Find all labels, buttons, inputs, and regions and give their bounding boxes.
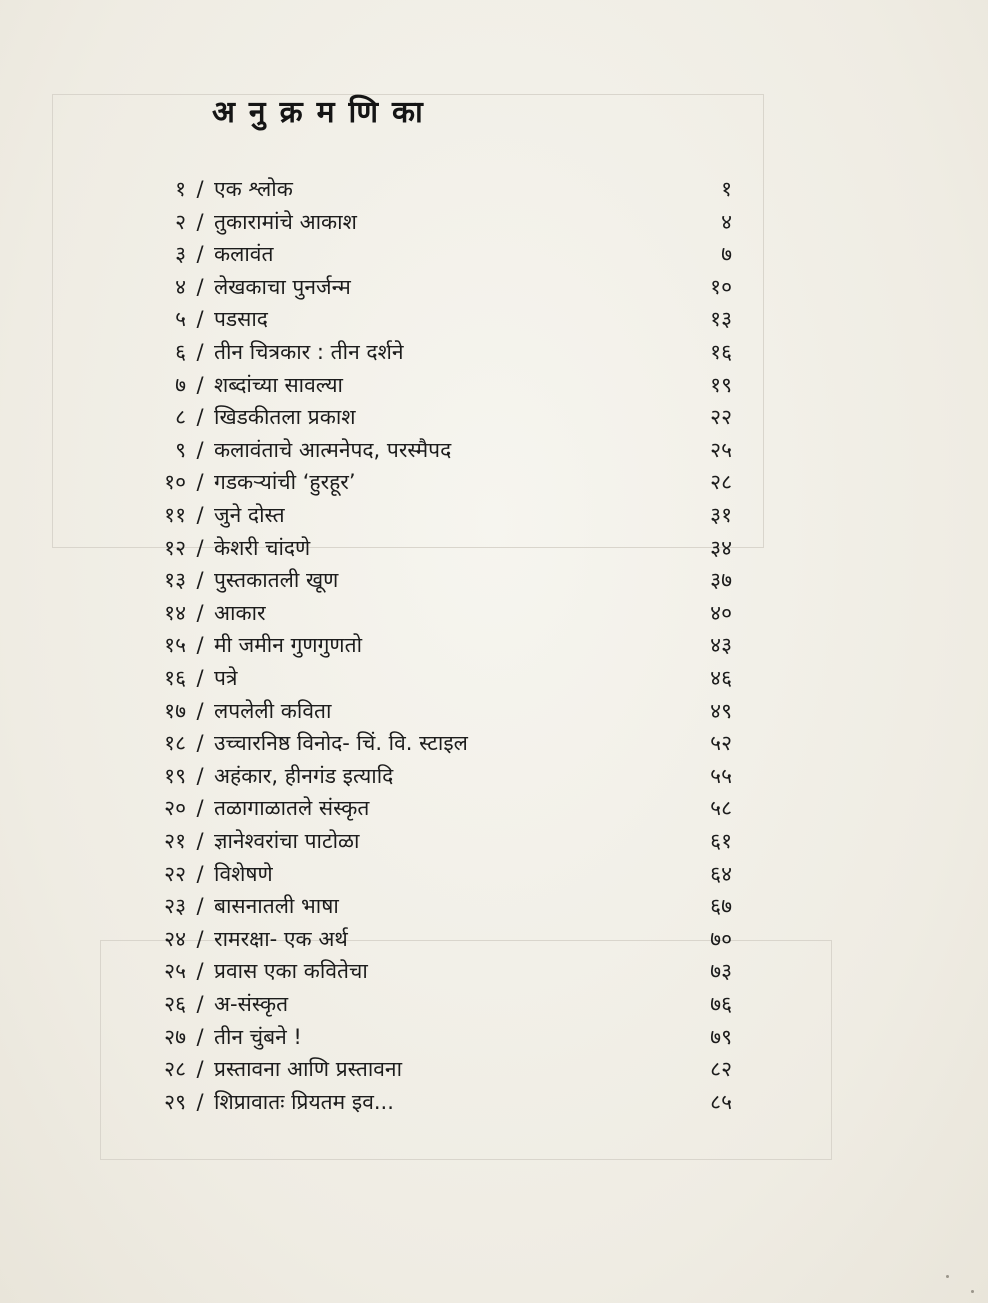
entry-page-number: ३४ <box>710 535 732 560</box>
entry-number: २५ <box>164 959 186 984</box>
entry-page-number: ४० <box>710 600 732 625</box>
entry-title: एक श्लोक <box>214 177 293 201</box>
toc-entry <box>0 302 988 336</box>
toc-entry <box>0 1052 988 1086</box>
toc-entry <box>0 498 988 532</box>
toc-entry <box>0 857 988 891</box>
entry-number: १८ <box>164 731 186 756</box>
entry-title: प्रस्तावना आणि प्रस्तावना <box>214 1057 403 1082</box>
entry-page-number: ८२ <box>710 1057 732 1082</box>
toc-entry <box>0 400 988 434</box>
entry-page-number: २२ <box>710 405 732 430</box>
entry-title: पडसाद <box>214 307 268 332</box>
entry-number: ३ <box>175 242 186 267</box>
scan-speck <box>971 1290 974 1293</box>
entry-number: १७ <box>164 698 186 723</box>
toc-entry <box>0 563 988 597</box>
entry-separator: / <box>196 470 204 495</box>
entry-page-number: ३१ <box>710 503 732 527</box>
entry-page-number: ४३ <box>710 633 732 658</box>
page-title: अनुक्रमणिका <box>212 95 437 130</box>
entry-page-number: ५२ <box>710 731 732 756</box>
entry-number: २८ <box>164 1057 186 1082</box>
entry-separator: / <box>196 731 204 756</box>
toc-entry <box>0 270 988 304</box>
entry-separator: / <box>196 829 204 853</box>
entry-title: रामरक्षा- एक अर्थ <box>214 926 348 951</box>
entry-page-number: ८५ <box>710 1089 732 1114</box>
entry-page-number: ५८ <box>710 796 732 821</box>
entry-separator: / <box>196 992 204 1016</box>
entry-number: २२ <box>164 861 186 886</box>
entry-title: तळागाळातले संस्कृत <box>214 796 370 821</box>
entry-number: १५ <box>164 633 186 658</box>
entry-separator: / <box>196 274 204 299</box>
toc-entry <box>0 596 988 630</box>
entry-number: ७ <box>175 372 186 397</box>
entry-title: विशेषणे <box>214 861 273 886</box>
entry-page-number: १० <box>710 274 732 299</box>
toc-entry <box>0 791 988 825</box>
toc-entry <box>0 172 988 206</box>
entry-page-number: २८ <box>710 470 732 495</box>
toc-entry <box>0 1020 988 1054</box>
entry-separator: / <box>196 1057 204 1082</box>
entry-page-number: ७९ <box>710 1024 732 1049</box>
entry-separator: / <box>196 600 204 625</box>
entry-separator: / <box>196 666 204 690</box>
entry-number: १० <box>164 470 186 495</box>
entry-separator: / <box>196 535 204 560</box>
entry-title: पुस्तकातली खूण <box>214 568 339 593</box>
entry-page-number: ७६ <box>710 992 732 1016</box>
entry-separator: / <box>196 405 204 430</box>
entry-title: अहंकार, हीनगंड इत्यादि <box>214 763 394 788</box>
entry-title: खिडकीतला प्रकाश <box>214 405 356 430</box>
entry-title: तीन चुंबने ! <box>214 1024 302 1049</box>
entry-separator: / <box>196 959 204 984</box>
entry-separator: / <box>196 177 204 201</box>
entry-page-number: ७३ <box>710 959 732 984</box>
entry-title: तुकारामांचे आकाश <box>214 209 357 234</box>
entry-number: ५ <box>175 307 186 332</box>
entry-separator: / <box>196 242 204 267</box>
toc-entry <box>0 433 988 467</box>
entry-number: १४ <box>164 600 186 625</box>
entry-number: १२ <box>164 535 186 560</box>
entry-title: लपलेली कविता <box>214 698 332 723</box>
entry-number: ४ <box>175 274 186 299</box>
entry-title: केशरी चांदणे <box>214 535 311 560</box>
entry-separator: / <box>196 1089 204 1114</box>
entry-number: २ <box>175 209 186 234</box>
toc-entry <box>0 205 988 239</box>
entry-number: २३ <box>164 894 186 919</box>
entry-number: ११ <box>164 503 186 527</box>
entry-number: २१ <box>164 829 186 853</box>
entry-separator: / <box>196 1024 204 1049</box>
entry-page-number: ६१ <box>710 829 732 853</box>
entry-title: ज्ञानेश्वरांचा पाटोळा <box>214 829 360 853</box>
entry-title: बासनातली भाषा <box>214 894 339 919</box>
entry-page-number: ४६ <box>710 666 732 690</box>
entry-number: ६ <box>175 340 186 364</box>
toc-entry <box>0 628 988 662</box>
entry-title: जुने दोस्त <box>214 503 285 527</box>
entry-page-number: ४९ <box>710 698 732 723</box>
entry-separator: / <box>196 861 204 886</box>
entry-title: उच्चारनिष्ठ विनोद- चिं. वि. स्टाइल <box>214 731 468 756</box>
entry-page-number: ७ <box>721 242 732 267</box>
entry-number: १६ <box>164 666 186 690</box>
entry-title: शिप्रावातः प्रियतम इव... <box>214 1089 394 1114</box>
toc-entry <box>0 889 988 923</box>
entry-title: गडकऱ्यांची ‘हुरहूर’ <box>214 470 356 495</box>
entry-title: तीन चित्रकार : तीन दर्शने <box>214 340 404 364</box>
toc-entry <box>0 824 988 858</box>
entry-page-number: ६४ <box>710 861 732 886</box>
entry-separator: / <box>196 633 204 658</box>
entry-page-number: ७० <box>710 926 732 951</box>
entry-title: प्रवास एका कवितेचा <box>214 959 368 984</box>
toc-entry <box>0 531 988 565</box>
entry-page-number: १ <box>721 177 732 201</box>
toc-entry <box>0 694 988 728</box>
entry-page-number: २५ <box>710 437 732 462</box>
entry-title: मी जमीन गुणगुणतो <box>214 633 363 658</box>
entry-title: पत्रे <box>214 666 238 690</box>
toc-entry <box>0 759 988 793</box>
entry-page-number: ६७ <box>710 894 732 919</box>
entry-page-number: १९ <box>710 372 732 397</box>
entry-number: ९ <box>175 437 186 462</box>
entry-title: अ-संस्कृत <box>214 992 289 1016</box>
entry-title: कलावंत <box>214 242 274 267</box>
entry-number: २७ <box>164 1024 186 1049</box>
entry-separator: / <box>196 307 204 332</box>
entry-title: कलावंताचे आत्मनेपद, परस्मैपद <box>214 437 452 462</box>
entry-separator: / <box>196 503 204 527</box>
entry-title: आकार <box>214 600 266 625</box>
entry-separator: / <box>196 340 204 364</box>
entry-page-number: १३ <box>710 307 732 332</box>
entry-number: १९ <box>164 763 186 788</box>
toc-entry <box>0 335 988 369</box>
entry-page-number: १६ <box>710 340 732 364</box>
entry-separator: / <box>196 894 204 919</box>
toc-entry <box>0 1085 988 1119</box>
entry-number: २६ <box>164 992 186 1016</box>
entry-title: लेखकाचा पुनर्जन्म <box>214 274 351 299</box>
entry-separator: / <box>196 437 204 462</box>
toc-entry <box>0 987 988 1021</box>
entry-page-number: ४ <box>721 209 732 234</box>
toc-entry <box>0 465 988 499</box>
entry-number: १ <box>175 177 186 201</box>
entry-page-number: ३७ <box>710 568 732 593</box>
entry-separator: / <box>196 372 204 397</box>
entry-separator: / <box>196 796 204 821</box>
entry-page-number: ५५ <box>710 763 732 788</box>
entry-separator: / <box>196 763 204 788</box>
scan-speck <box>946 1275 949 1278</box>
toc-entry <box>0 954 988 988</box>
entry-number: ८ <box>175 405 186 430</box>
entry-number: २० <box>164 796 186 821</box>
toc-entry <box>0 661 988 695</box>
entry-separator: / <box>196 568 204 593</box>
entry-separator: / <box>196 698 204 723</box>
entry-number: २४ <box>164 926 186 951</box>
toc-entry <box>0 368 988 402</box>
toc-entry <box>0 922 988 956</box>
entry-number: १३ <box>164 568 186 593</box>
toc-entry <box>0 726 988 760</box>
entry-title: शब्दांच्या सावल्या <box>214 372 343 397</box>
toc-entry <box>0 237 988 271</box>
entry-number: २९ <box>164 1089 186 1114</box>
entry-separator: / <box>196 209 204 234</box>
entry-separator: / <box>196 926 204 951</box>
